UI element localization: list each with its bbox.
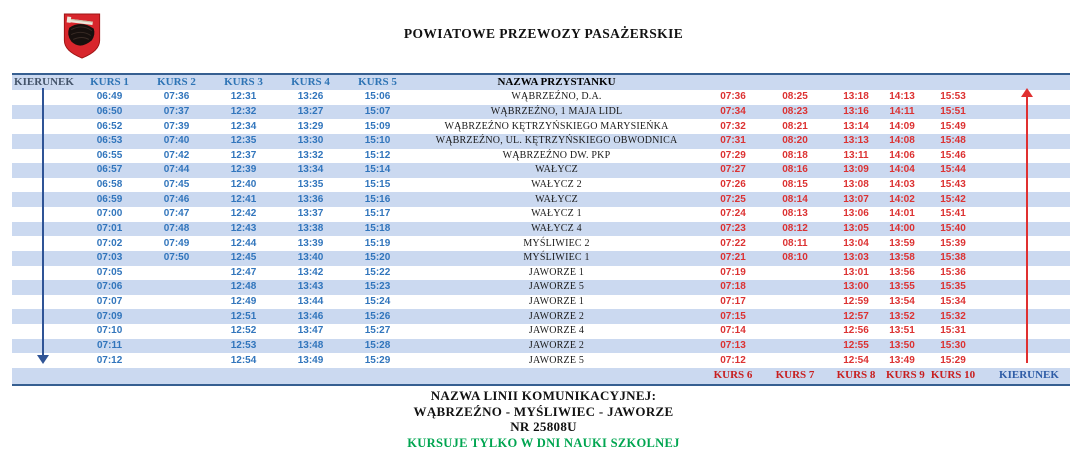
table-row (12, 266, 1070, 281)
time-cell-kurs8: 13:01 (843, 266, 869, 278)
header-kurs-2: KURS 2 (157, 76, 196, 88)
time-cell-kurs5: 15:14 (364, 164, 391, 176)
stop-name-cell: JAWORZE 5 (528, 281, 585, 293)
table-row (12, 280, 1070, 295)
table-row (12, 309, 1070, 324)
time-cell-kurs4: 13:49 (297, 354, 324, 366)
stop-name-cell: JAWORZE 4 (528, 325, 585, 337)
time-cell-kurs6: 07:25 (720, 193, 746, 205)
time-cell-kurs7: 08:14 (782, 193, 808, 205)
header-kurs-1: KURS 1 (90, 76, 129, 88)
time-cell-kurs1: 07:01 (96, 222, 123, 234)
stop-name-cell: WĄBRZEŹNO, 1 MAJA LIDL (490, 105, 623, 117)
time-cell-kurs3: 12:32 (230, 105, 257, 117)
time-cell-kurs4: 13:35 (297, 179, 324, 191)
time-cell-kurs6: 07:18 (720, 281, 746, 293)
time-cell-kurs5: 15:17 (364, 208, 391, 220)
stop-name-cell: WĄBRZEŹNO, UL. KĘTRZYŃSKIEGO OBWODNICA (435, 135, 678, 147)
time-cell-kurs6: 07:17 (720, 296, 746, 308)
direction-arrow-down-icon (37, 355, 49, 364)
direction-arrow-up-icon (1021, 88, 1033, 97)
timetable (12, 73, 1070, 386)
line-info-block (0, 388, 1087, 452)
time-cell-kurs9: 13:50 (889, 339, 915, 351)
time-cell-kurs9: 13:56 (889, 266, 915, 278)
table-row (12, 119, 1070, 134)
time-cell-kurs4: 13:48 (297, 339, 324, 351)
time-cell-kurs10: 15:38 (940, 252, 966, 264)
time-cell-kurs1: 07:06 (96, 281, 123, 293)
footer-kurs-10: KURS 10 (930, 369, 976, 382)
time-cell-kurs2: 07:45 (163, 179, 190, 191)
time-cell-kurs2: 07:39 (163, 120, 190, 132)
table-row (12, 90, 1070, 105)
footer-kurs-7: KURS 7 (775, 369, 815, 382)
time-cell-kurs6: 07:24 (720, 208, 746, 220)
time-cell-kurs5: 15:12 (364, 149, 391, 161)
time-cell-kurs8: 13:04 (843, 237, 869, 249)
time-cell-kurs2: 07:37 (163, 105, 190, 117)
time-cell-kurs6: 07:19 (720, 266, 746, 278)
stop-name-cell: JAWORZE 1 (528, 296, 585, 308)
time-cell-kurs9: 14:06 (889, 149, 915, 161)
time-cell-kurs1: 06:53 (96, 135, 123, 147)
time-cell-kurs7: 08:12 (782, 222, 808, 234)
time-cell-kurs1: 06:52 (96, 120, 123, 132)
time-cell-kurs1: 06:49 (96, 91, 123, 103)
table-row (12, 222, 1070, 237)
time-cell-kurs9: 13:52 (889, 310, 915, 322)
time-cell-kurs3: 12:40 (230, 179, 257, 191)
stop-name-cell: WĄBRZEŹNO DW. PKP (502, 149, 611, 161)
time-cell-kurs4: 13:47 (297, 325, 324, 337)
time-cell-kurs10: 15:51 (940, 105, 966, 117)
time-cell-kurs3: 12:44 (230, 237, 257, 249)
footer-kurs-6: KURS 6 (713, 369, 753, 382)
time-cell-kurs9: 14:00 (889, 222, 915, 234)
time-cell-kurs9: 14:11 (889, 105, 915, 117)
time-cell-kurs7: 08:18 (782, 149, 808, 161)
footer-kurs-9: KURS 9 (886, 369, 925, 382)
table-row (12, 149, 1070, 164)
time-cell-kurs3: 12:42 (230, 208, 257, 220)
time-cell-kurs7: 08:15 (782, 179, 808, 191)
stop-name-cell: JAWORZE 2 (528, 339, 585, 351)
time-cell-kurs8: 13:18 (843, 91, 869, 103)
stop-name-cell: WĄBRZEŹNO, D.A. (511, 91, 602, 103)
time-cell-kurs4: 13:42 (297, 266, 324, 278)
time-cell-kurs1: 07:02 (96, 237, 123, 249)
time-cell-kurs1: 07:00 (96, 208, 123, 220)
table-row (12, 178, 1070, 193)
direction-arrow-right-line (1026, 97, 1028, 363)
time-cell-kurs3: 12:52 (230, 325, 257, 337)
time-cell-kurs2: 07:36 (163, 91, 190, 103)
time-cell-kurs5: 15:27 (364, 325, 391, 337)
time-cell-kurs10: 15:30 (940, 339, 966, 351)
time-cell-kurs5: 15:16 (364, 193, 391, 205)
header-kierunek-left: KIERUNEK (14, 76, 74, 88)
time-cell-kurs3: 12:47 (230, 266, 257, 278)
table-row (12, 134, 1070, 149)
time-cell-kurs1: 07:03 (96, 252, 123, 264)
time-cell-kurs6: 07:34 (720, 105, 746, 117)
time-cell-kurs9: 13:49 (889, 354, 915, 366)
header-kurs-4: KURS 4 (291, 76, 330, 88)
time-cell-kurs5: 15:20 (364, 252, 391, 264)
time-cell-kurs1: 07:11 (96, 339, 123, 351)
time-cell-kurs4: 13:34 (297, 164, 324, 176)
time-cell-kurs6: 07:36 (720, 91, 746, 103)
time-cell-kurs1: 07:10 (96, 325, 123, 337)
time-cell-kurs7: 08:10 (782, 252, 808, 264)
time-cell-kurs9: 14:13 (889, 91, 915, 103)
time-cell-kurs1: 07:09 (96, 310, 123, 322)
time-cell-kurs10: 15:43 (940, 179, 966, 191)
time-cell-kurs5: 15:26 (364, 310, 391, 322)
timetable-body (12, 90, 1070, 368)
time-cell-kurs1: 07:05 (96, 266, 123, 278)
time-cell-kurs3: 12:51 (230, 310, 257, 322)
time-cell-kurs2: 07:50 (163, 252, 190, 264)
time-cell-kurs8: 13:00 (843, 281, 869, 293)
time-cell-kurs1: 06:55 (96, 149, 123, 161)
time-cell-kurs6: 07:26 (720, 179, 746, 191)
header-stop-name: NAZWA PRZYSTANKU (497, 76, 616, 88)
time-cell-kurs8: 13:06 (843, 208, 869, 220)
time-cell-kurs4: 13:27 (297, 105, 324, 117)
time-cell-kurs7: 08:16 (782, 164, 808, 176)
time-cell-kurs10: 15:39 (940, 237, 966, 249)
time-cell-kurs5: 15:15 (364, 179, 391, 191)
time-cell-kurs3: 12:54 (230, 354, 257, 366)
time-cell-kurs2: 07:40 (163, 135, 190, 147)
time-cell-kurs4: 13:40 (297, 252, 324, 264)
time-cell-kurs1: 06:57 (96, 164, 123, 176)
time-cell-kurs10: 15:48 (940, 135, 966, 147)
page-title: POWIATOWE PRZEWOZY PASAŻERSKIE (403, 26, 684, 41)
time-cell-kurs8: 13:16 (843, 105, 869, 117)
time-cell-kurs8: 13:03 (843, 252, 869, 264)
time-cell-kurs1: 07:07 (96, 296, 123, 308)
time-cell-kurs4: 13:26 (297, 91, 324, 103)
time-cell-kurs10: 15:53 (940, 91, 966, 103)
time-cell-kurs3: 12:45 (230, 252, 257, 264)
time-cell-kurs1: 06:58 (96, 179, 123, 191)
stop-name-cell: WAŁYCZ 2 (531, 179, 582, 191)
time-cell-kurs7: 08:11 (782, 237, 808, 249)
time-cell-kurs3: 12:31 (230, 91, 257, 103)
time-cell-kurs2: 07:47 (163, 208, 190, 220)
time-cell-kurs4: 13:29 (297, 120, 324, 132)
stop-name-cell: WĄBRZEŹNO KĘTRZYŃSKIEGO MARYSIEŃKA (444, 120, 669, 132)
time-cell-kurs6: 07:14 (720, 325, 746, 337)
header-kurs-5: KURS 5 (358, 76, 397, 88)
table-row (12, 251, 1070, 266)
time-cell-kurs2: 07:46 (163, 193, 190, 205)
time-cell-kurs10: 15:44 (940, 164, 966, 176)
time-cell-kurs4: 13:43 (297, 281, 324, 293)
time-cell-kurs2: 07:48 (163, 222, 190, 234)
time-cell-kurs10: 15:35 (940, 281, 966, 293)
time-cell-kurs4: 13:32 (297, 149, 324, 161)
timetable-header-row (12, 75, 1070, 90)
time-cell-kurs8: 12:56 (843, 325, 869, 337)
time-cell-kurs10: 15:42 (940, 193, 966, 205)
time-cell-kurs3: 12:53 (230, 339, 257, 351)
stop-name-cell: WAŁYCZ (535, 164, 578, 176)
time-cell-kurs8: 13:13 (843, 135, 869, 147)
time-cell-kurs5: 15:22 (364, 266, 391, 278)
time-cell-kurs9: 14:08 (889, 135, 915, 147)
time-cell-kurs5: 15:10 (364, 135, 391, 147)
time-cell-kurs10: 15:46 (940, 149, 966, 161)
time-cell-kurs4: 13:36 (297, 193, 324, 205)
stop-name-cell: WAŁYCZ 4 (531, 222, 582, 234)
time-cell-kurs10: 15:40 (940, 222, 966, 234)
line-number: NR 25808U (510, 419, 577, 434)
time-cell-kurs5: 15:07 (364, 105, 391, 117)
time-cell-kurs9: 14:02 (889, 193, 915, 205)
table-row (12, 236, 1070, 251)
time-cell-kurs7: 08:21 (782, 120, 808, 132)
time-cell-kurs6: 07:13 (720, 339, 746, 351)
time-cell-kurs2: 07:44 (163, 164, 190, 176)
footer-kurs-8: KURS 8 (836, 369, 876, 382)
stop-name-cell: MYŚLIWIEC 1 (523, 252, 590, 264)
time-cell-kurs8: 12:55 (843, 339, 869, 351)
time-cell-kurs6: 07:29 (720, 149, 746, 161)
time-cell-kurs4: 13:37 (297, 208, 324, 220)
table-row (12, 163, 1070, 178)
time-cell-kurs6: 07:21 (720, 252, 746, 264)
time-cell-kurs2: 07:49 (163, 237, 190, 249)
table-row (12, 324, 1070, 339)
time-cell-kurs10: 15:34 (940, 296, 966, 308)
time-cell-kurs5: 15:19 (364, 237, 391, 249)
time-cell-kurs9: 13:51 (889, 325, 915, 337)
time-cell-kurs8: 12:57 (843, 310, 869, 322)
time-cell-kurs5: 15:28 (364, 339, 391, 351)
time-cell-kurs1: 07:12 (96, 354, 123, 366)
header-kurs-3: KURS 3 (224, 76, 263, 88)
time-cell-kurs10: 15:31 (940, 325, 966, 337)
time-cell-kurs3: 12:35 (230, 135, 257, 147)
time-cell-kurs9: 13:59 (889, 237, 915, 249)
time-cell-kurs8: 12:54 (843, 354, 869, 366)
time-cell-kurs8: 13:07 (843, 193, 869, 205)
time-cell-kurs4: 13:44 (297, 296, 324, 308)
time-cell-kurs8: 13:09 (843, 164, 869, 176)
time-cell-kurs5: 15:09 (364, 120, 391, 132)
time-cell-kurs8: 13:08 (843, 179, 869, 191)
table-row (12, 207, 1070, 222)
time-cell-kurs7: 08:23 (782, 105, 808, 117)
time-cell-kurs3: 12:43 (230, 222, 257, 234)
time-cell-kurs5: 15:24 (364, 296, 391, 308)
time-cell-kurs8: 13:11 (843, 149, 869, 161)
time-cell-kurs8: 13:14 (843, 120, 869, 132)
school-days-note: KURSUJE TYLKO W DNI NAUKI SZKOLNEJ (407, 435, 680, 450)
time-cell-kurs3: 12:49 (230, 296, 257, 308)
stop-name-cell: JAWORZE 2 (528, 310, 585, 322)
time-cell-kurs2: 07:42 (163, 149, 190, 161)
time-cell-kurs10: 15:49 (940, 120, 966, 132)
line-route: WĄBRZEŹNO - MYŚLIWIEC - JAWORZE (413, 403, 674, 419)
line-name-label: NAZWA LINII KOMUNIKACYJNEJ: (430, 388, 657, 403)
time-cell-kurs6: 07:15 (720, 310, 746, 322)
time-cell-kurs10: 15:29 (940, 354, 966, 366)
time-cell-kurs3: 12:48 (230, 281, 257, 293)
time-cell-kurs9: 14:04 (889, 164, 915, 176)
time-cell-kurs9: 14:09 (889, 120, 915, 132)
timetable-footer-row (12, 368, 1070, 384)
time-cell-kurs3: 12:39 (230, 164, 257, 176)
time-cell-kurs6: 07:12 (720, 354, 746, 366)
time-cell-kurs6: 07:27 (720, 164, 746, 176)
table-row (12, 353, 1070, 368)
table-row (12, 295, 1070, 310)
time-cell-kurs1: 06:59 (96, 193, 123, 205)
time-cell-kurs8: 12:59 (843, 296, 869, 308)
time-cell-kurs5: 15:29 (364, 354, 391, 366)
time-cell-kurs6: 07:22 (720, 237, 746, 249)
time-cell-kurs10: 15:32 (940, 310, 966, 322)
time-cell-kurs7: 08:20 (782, 135, 808, 147)
stop-name-cell: MYŚLIWIEC 2 (523, 237, 590, 249)
time-cell-kurs9: 13:55 (889, 281, 915, 293)
time-cell-kurs10: 15:36 (940, 266, 966, 278)
time-cell-kurs5: 15:18 (364, 222, 391, 234)
time-cell-kurs10: 15:41 (940, 208, 966, 220)
time-cell-kurs9: 13:54 (889, 296, 915, 308)
time-cell-kurs4: 13:38 (297, 222, 324, 234)
stop-name-cell: JAWORZE 5 (528, 354, 585, 366)
time-cell-kurs4: 13:46 (297, 310, 324, 322)
table-row (12, 105, 1070, 120)
table-row (12, 339, 1070, 354)
time-cell-kurs3: 12:37 (230, 149, 257, 161)
time-cell-kurs9: 14:03 (889, 179, 915, 191)
time-cell-kurs4: 13:30 (297, 135, 324, 147)
stop-name-cell: WAŁYCZ 1 (531, 208, 582, 220)
time-cell-kurs5: 15:06 (364, 91, 391, 103)
time-cell-kurs1: 06:50 (96, 105, 123, 117)
time-cell-kurs3: 12:34 (230, 120, 257, 132)
table-row (12, 192, 1070, 207)
time-cell-kurs6: 07:23 (720, 222, 746, 234)
time-cell-kurs9: 14:01 (889, 208, 915, 220)
footer-kierunek-right: KIERUNEK (999, 369, 1059, 382)
time-cell-kurs6: 07:31 (720, 135, 746, 147)
stop-name-cell: WAŁYCZ (535, 193, 578, 205)
direction-arrow-left-line (42, 88, 44, 356)
time-cell-kurs5: 15:23 (364, 281, 391, 293)
time-cell-kurs7: 08:25 (782, 91, 808, 103)
stop-name-cell: JAWORZE 1 (528, 266, 585, 278)
time-cell-kurs8: 13:05 (843, 222, 869, 234)
time-cell-kurs3: 12:41 (230, 193, 257, 205)
time-cell-kurs7: 08:13 (782, 208, 808, 220)
time-cell-kurs6: 07:32 (720, 120, 746, 132)
time-cell-kurs4: 13:39 (297, 237, 324, 249)
time-cell-kurs9: 13:58 (889, 252, 915, 264)
